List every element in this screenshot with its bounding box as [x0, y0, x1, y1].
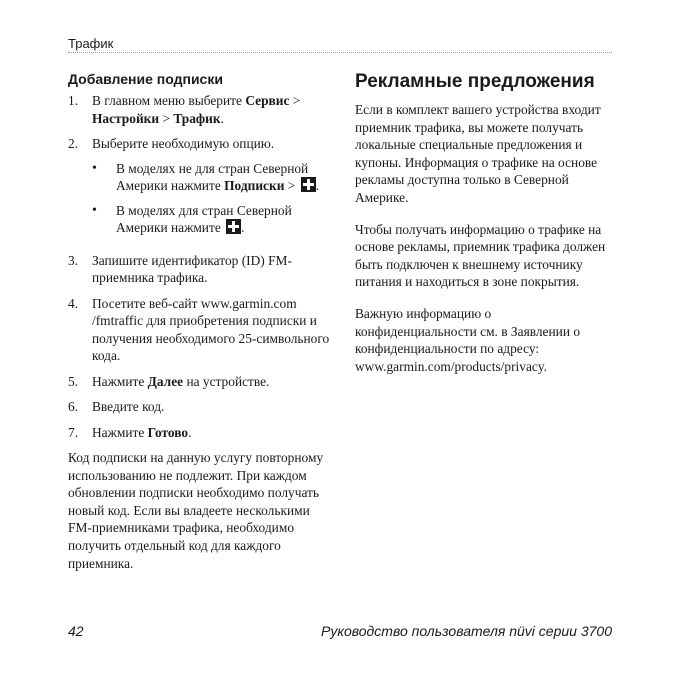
step-number: 1.	[68, 93, 79, 108]
page-number: 42	[68, 623, 84, 639]
option-text: В моделях не для стран Северной Америки нажмите Подписки > .	[116, 160, 320, 193]
section-heading-ad-offers: Рекламные предложения	[355, 71, 595, 92]
step-text: Введите код.	[92, 399, 165, 414]
step-text: Запишите идентификатор (ID) FM-приемника трафика.	[92, 252, 292, 285]
step-number: 7.	[68, 424, 79, 440]
right-column	[355, 70, 612, 389]
paragraph: Если в комплект вашего устройства входит приемник трафика, вы можете получать локальные специальные предложения и купоны. Информация о трафике на основе рекламы доступна только в Северной Америке.	[355, 102, 601, 205]
section-heading-add-subscription: Добавление подписки	[68, 71, 223, 87]
plus-icon	[226, 219, 241, 234]
step-item	[68, 373, 330, 391]
option-list	[92, 160, 330, 237]
step-number: 6.	[68, 399, 79, 414]
step-item	[68, 295, 330, 365]
header-divider	[68, 52, 612, 53]
step-number: 5.	[68, 373, 79, 389]
step-item	[68, 252, 330, 287]
running-header: Трафик	[68, 36, 114, 51]
bullet-dot: •	[92, 202, 97, 218]
step-text: Посетите веб-сайт www.garmin.com /fmtraffic для приобретения подписки и получения необходимого 25-символьного кода.	[92, 295, 330, 363]
option-text: В моделях для стран Северной Америки нажмите .	[116, 202, 292, 235]
paragraph: Чтобы получать информацию о трафике на основе рекламы, приемник трафика должен быть подключен к внешнему источнику питания и находиться в зоне покрытия.	[355, 221, 606, 290]
step-item	[68, 424, 330, 442]
step-text: Нажмите Далее на устройстве.	[92, 373, 270, 389]
manual-title: Руководство пользователя nüvi серии 3700	[321, 623, 612, 639]
step-text: В главном меню выберите Сервис > Настройки > Трафик.	[92, 93, 301, 126]
step-number: 3.	[68, 252, 79, 268]
left-column	[68, 70, 330, 586]
step-item	[68, 398, 330, 416]
option-item	[92, 160, 330, 195]
step-item	[68, 135, 330, 244]
step-number: 2.	[68, 136, 79, 151]
bullet-dot: •	[92, 160, 97, 176]
paragraph: Важную информацию о конфиденциальности см. в Заявлении о конфиденциальности по адресу: www.garmin.com/products/privacy.	[355, 305, 581, 374]
subscription-note: Код подписки на данную услугу повторному использованию не подлежит. При каждом обновлении подписки необходимо получать новый код. Если вы владеете несколькими FM-приемниками трафика, необходимо получить отдельный код для каждого приемника.	[68, 450, 324, 571]
option-item	[92, 202, 330, 237]
plus-icon	[301, 177, 316, 192]
step-text: Нажмите Готово.	[92, 424, 192, 440]
step-number: 4.	[68, 295, 79, 311]
step-text: Выберите необходимую опцию. • В моделях не для стран Северной Америки нажмите Подписки > . • В моделях для стран Северной Америки нажмите .	[92, 135, 330, 244]
step-item	[68, 92, 330, 127]
